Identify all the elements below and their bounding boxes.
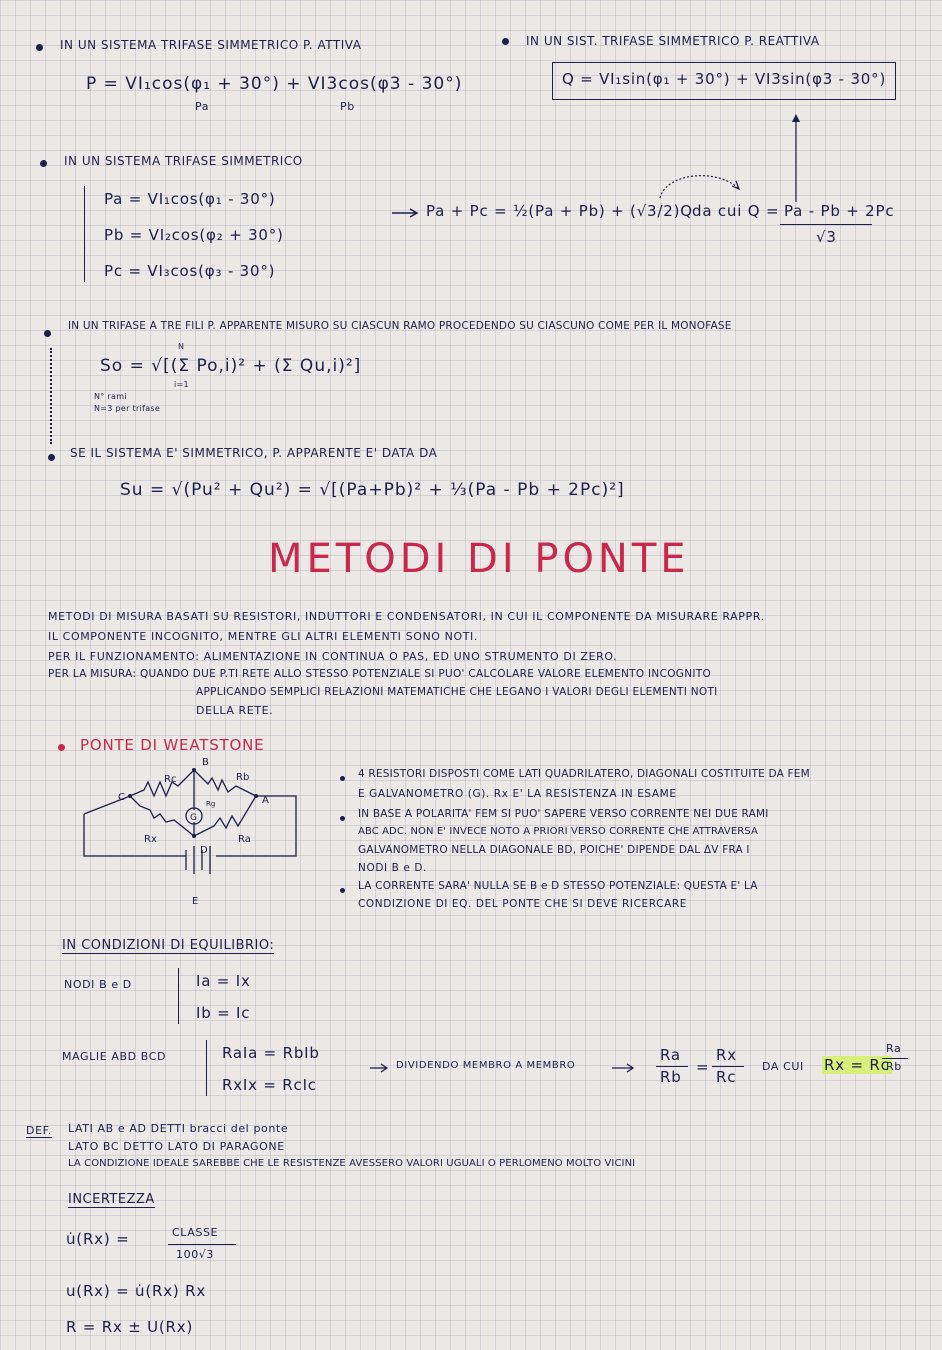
equation-pa: Pa = VI₁cos(φ₁ - 30°) [104,190,276,208]
bullet [44,330,51,337]
heading-trifase-tre-fili: IN UN TRIFASE A TRE FILI P. APPARENTE MISURO SU CIASCUN RAMO PROCEDENDO SU CIASCUNO COME PER IL MONOFASE [68,320,732,332]
equation-ia-ix: Ia = Ix [196,972,251,990]
incertezza-formula-1: u̇(Rx) = [66,1230,130,1248]
note-trifase: N=3 per trifase [94,404,161,413]
galvanometer-label: G [190,813,197,823]
heading-sistema-simmetrico-apparente: SE IL SISTEMA E' SIMMETRICO, P. APPARENTE E' DATA DA [70,446,438,460]
wheatstone-note: E GALVANOMETRO (G). Rx E' LA RESISTENZA IN ESAME [358,788,677,800]
heading-potenza-reattiva: IN UN SIST. TRIFASE SIMMETRICO P. REATTIVA [526,34,820,48]
bullet [58,744,65,751]
fraction-classe: CLASSE [172,1226,219,1239]
resistor-rb-label: Rb [236,772,250,783]
fraction-rx: Rx [716,1046,737,1064]
equation-ib-ic: Ib = Ic [196,1004,251,1022]
wheatstone-note: NODI B e D. [358,862,428,874]
node-a-label: A [262,795,269,806]
arrow-up-icon [790,112,802,212]
system-brace [178,968,179,1024]
bullet [40,160,47,167]
intro-line: METODI DI MISURA BASATI SU RESISTORI, INDUTTORI E CONDENSATORI, IN CUI IL COMPONENTE DA MISURARE RAPPR. [48,610,765,623]
formula-potenza-attiva: P = VI₁cos(φ₁ + 30°) + VI3cos(φ3 - 30°) [86,74,463,94]
arrow-icon [392,208,422,218]
fraction-100-sqrt3: 100√3 [176,1248,215,1261]
intro-line: DELLA RETE. [196,704,274,717]
intro-line: PER IL FUNZIONAMENTO: ALIMENTAZIONE IN CONTINUA O PAS, ED UNO STRUMENTO DI ZERO. [48,650,618,663]
equation-ra-ia: RaIa = RbIb [222,1044,320,1062]
def-line: LATO BC DETTO LATO DI PARAGONE [68,1140,285,1153]
resistor-rx-label: Rx [144,834,157,845]
bullet [340,776,345,781]
result-fraction-rb: Rb [886,1060,902,1073]
node-b-label: B [202,757,209,768]
dotted-margin [50,348,52,444]
note-rami: N° rami [94,392,127,401]
nodi-b-d: NODI B e D [64,978,132,991]
q-fraction-denominator: √3 [816,228,837,246]
node-d-label: D [200,845,208,856]
intro-line: PER LA MISURA: QUANDO DUE P.TI RETE ALLO STESSO POTENZIALE SI PUO' CALCOLARE VALORE ELEMENTO INCOGNITO [48,668,712,680]
equation-pc: Pc = VI₃cos(φ₃ - 30°) [104,262,276,280]
bullet [340,888,345,893]
def-label: DEF. [26,1124,52,1137]
resistor-ra-label: Ra [238,834,251,845]
heading-incertezza: INCERTEZZA [68,1192,155,1207]
equals-sign: = [696,1058,710,1076]
bullet [36,44,43,51]
wheatstone-note: IN BASE A POLARITA' FEM SI PUO' SAPERE VERSO CORRENTE NEI DUE RAMI [358,808,769,820]
heading-potenza-attiva: IN UN SISTEMA TRIFASE SIMMETRICO P. ATTIVA [60,38,362,52]
label-pb: Pb [340,100,355,113]
wheatstone-note: CONDIZIONE DI EQ. DEL PONTE CHE SI DEVE RICERCARE [358,898,687,910]
da-cui: DA CUI [762,1060,804,1073]
incertezza-formula-3: R = Rx ± U(Rx) [66,1318,194,1336]
formula-so: So = √[(Σ Po,i)² + (Σ Qu,i)²] [100,356,362,376]
result-highlight: Rx = Rc [824,1056,890,1074]
formula-pa-plus-pc: Pa + Pc = ½(Pa + Pb) + (√3/2)Q [426,202,693,220]
fraction-line [882,1058,908,1059]
fraction-ra: Ra [660,1046,681,1064]
wheatstone-note: GALVANOMETRO NELLA DIAGONALE BD, POICHE' DIPENDE DAL ΔV FRA I [358,844,750,856]
incertezza-formula-2: u(Rx) = u̇(Rx) Rx [66,1282,206,1300]
formula-potenza-reattiva: Q = VI₁sin(φ₁ + 30°) + VI3sin(φ3 - 30°) [562,70,887,88]
bullet [340,816,345,821]
sum-upper-limit: N [178,342,185,351]
equation-rx-ix: RxIx = RcIc [222,1076,317,1094]
bullet [502,38,509,45]
da-cui-q: da cui Q = [692,202,780,220]
result-fraction-ra: Ra [886,1042,902,1055]
arrow-icon [612,1063,636,1073]
label-pa: Pa [195,100,210,113]
system-brace [206,1040,207,1096]
formula-su: Su = √(Pu² + Qu²) = √[(Pa+Pb)² + ⅓(Pa - Pb + 2Pc)²] [120,480,625,500]
resistor-rc-label: Rc [164,774,177,785]
node-e-label: E [192,896,199,907]
bullet [48,454,55,461]
wheatstone-bridge-diagram [70,756,310,906]
sum-lower-limit: i=1 [174,380,189,389]
intro-line: APPLICANDO SEMPLICI RELAZIONI MATEMATICHE CHE LEGANO I VALORI DEGLI ELEMENTI NOTI [196,686,718,698]
page-title: METODI DI PONTE [268,536,690,582]
def-line: LA CONDIZIONE IDEALE SAREBBE CHE LE RESISTENZE AVESSERO VALORI UGUALI O PERLOMENO MOLTO VICINI [68,1158,636,1169]
intro-line: IL COMPONENTE INCOGNITO, MENTRE GLI ALTRI ELEMENTI SONO NOTI. [48,630,478,643]
dividendo-membro-a-membro: DIVIDENDO MEMBRO A MEMBRO [396,1060,576,1071]
heading-sistema-simmetrico: IN UN SISTEMA TRIFASE SIMMETRICO [64,154,303,168]
def-line: LATI AB e AD DETTI bracci del ponte [68,1122,289,1135]
heading-condizioni-equilibrio: IN CONDIZIONI DI EQUILIBRIO: [62,938,275,953]
fraction-rc: Rc [716,1068,737,1086]
q-fraction-numerator: Pa - Pb + 2Pc [784,202,895,220]
fraction-line [780,224,872,225]
equation-pb: Pb = VI₂cos(φ₂ + 30°) [104,226,284,244]
fraction-line [656,1066,688,1067]
system-brace [84,186,85,282]
heading-ponte-weatstone: PONTE DI WEATSTONE [80,736,265,754]
galvanometer-resistance-label: Rg [206,800,216,808]
maglie-abd-bcd: MAGLIE ABD BCD [62,1050,167,1063]
fraction-line [712,1066,744,1067]
wheatstone-note: 4 RESISTORI DISPOSTI COME LATI QUADRILATERO, DIAGONALI COSTITUITE DA FEM [358,768,810,780]
curved-arrow-icon [656,168,746,198]
fraction-line [168,1244,236,1245]
fraction-rb: Rb [660,1068,682,1086]
arrow-icon [370,1063,390,1073]
wheatstone-note: LA CORRENTE SARA' NULLA SE B e D STESSO POTENZIALE: QUESTA E' LA [358,880,758,892]
node-c-label: C [118,792,125,803]
wheatstone-note: ABC ADC. NON E' INVECE NOTO A PRIORI VERSO CORRENTE CHE ATTRAVERSA [358,826,758,837]
